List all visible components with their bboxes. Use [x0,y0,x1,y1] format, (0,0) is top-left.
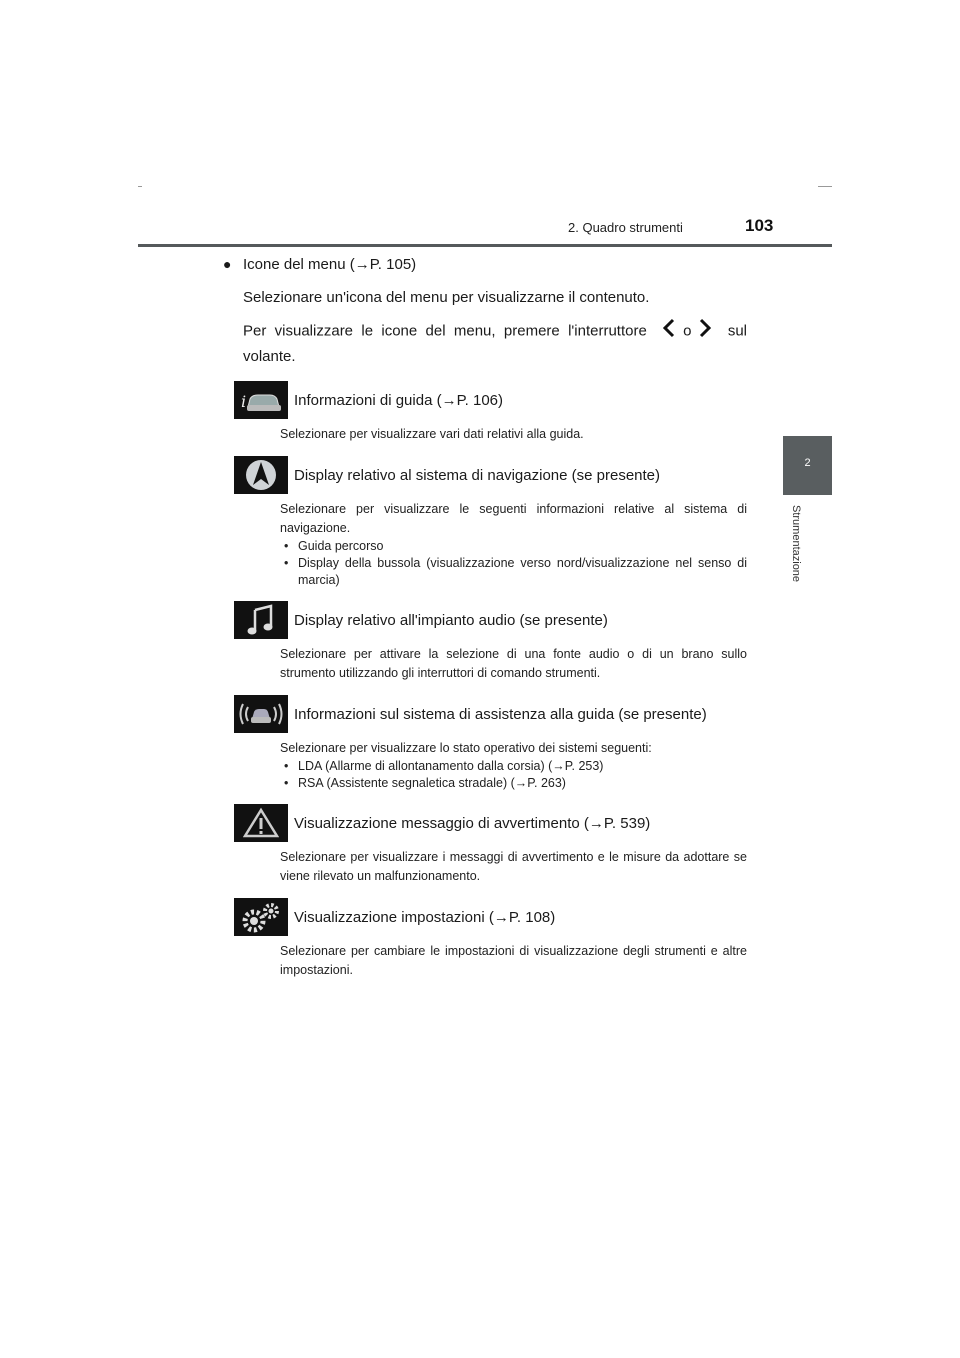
entry-title: Visualizzazione impostazioni (→P. 108) [294,908,556,926]
entry-bullet-list [280,538,747,589]
intro-line1: Selezionare un'icona del menu per visualizzarne il contenuto. [243,289,650,306]
entry-head [234,695,747,733]
crop-mark-left [138,186,142,187]
driving-assist-icon [234,695,288,733]
menu-entry-audio [223,601,747,683]
entry-head [234,898,747,936]
entry-bullet-list [280,758,747,792]
entry-desc-text: Selezionare per visualizzare le seguenti informazioni relative al sistema di navigazione. [280,502,747,535]
list-item: • Guida percorso [280,538,747,555]
entry-desc-text: Selezionare per visualizzare lo stato operativo dei sistemi seguenti: [280,741,652,755]
entry-title: Display relativo all'impianto audio (se presente) [294,611,608,629]
chapter-number: 2 [804,457,811,469]
svg-text:i: i [241,392,247,411]
entry-title: Display relativo al sistema di navigazione (se presente) [294,466,661,484]
entry-description [280,739,747,792]
main-content [223,253,747,980]
menu-entry-settings [223,898,747,980]
menu-entry-driving-assist [223,695,747,792]
entry-description [280,500,747,589]
section-title: 2. Quadro strumenti [568,220,683,235]
menu-entry-warning [223,804,747,886]
chapter-tab [783,436,832,495]
menu-entry-navigation [223,456,747,589]
intro-line2 [223,318,747,368]
intro-line2-before: Per visualizzare le icone del menu, premere l'interruttore [243,322,647,340]
intro-title: Icone del menu (→P. 105) [243,256,417,273]
list-item: • RSA (Assistente segnaletica stradale) (→P. 263) [280,775,747,792]
entry-desc-text: Selezionare per attivare la selezione di una fonte audio o di un brano sullo strumento utilizzando gli interruttori di comando strumenti. [280,647,747,680]
entry-description [280,645,747,683]
entry-title: Informazioni di guida (→P. 106) [294,391,504,409]
entry-description [280,942,747,980]
crop-mark-right [818,186,832,187]
list-item: • LDA (Allarme di allontanamento dalla corsia) (→P. 253) [280,758,747,775]
entry-head [234,601,747,639]
intro [223,253,747,368]
compass-icon [234,456,288,494]
entry-head [234,804,747,842]
music-note-icon [234,601,288,639]
intro-bullet [223,253,747,276]
chevron-right-icon [699,318,711,345]
intro-line2-or: o [683,322,692,340]
bullet-dot-icon: ● [223,256,232,272]
entry-title: Visualizzazione messaggio di avvertimento (→P. 539) [294,814,651,832]
header-rule [138,244,832,247]
entry-title: Informazioni sul sistema di assistenza alla guida (se presente) [294,705,707,723]
entry-desc-text: Selezionare per visualizzare i messaggi di avvertimento e le misure da adottare se viene rilevato un malfunzionamento. [280,850,747,883]
intro-line2-after: sul volante. [243,322,747,365]
page-number: 103 [745,216,774,235]
menu-entry-driving-info [223,381,747,444]
list-item: • Display della bussola (visualizzazione verso nord/visualizzazione nel senso di marcia) [280,555,747,589]
entry-head [234,381,747,419]
entry-desc-text: Selezionare per visualizzare vari dati relativi alla guida. [280,427,584,441]
entry-description [280,425,747,444]
chevron-left-icon [663,318,675,345]
warning-triangle-icon [234,804,288,842]
entry-head [234,456,747,494]
settings-gears-icon [234,898,288,936]
entry-desc-text: Selezionare per cambiare le impostazioni di visualizzazione degli strumenti e altre impostazioni. [280,944,747,977]
car-info-icon [234,381,288,419]
entry-description [280,848,747,886]
chapter-label: Strumentazione [790,505,802,583]
